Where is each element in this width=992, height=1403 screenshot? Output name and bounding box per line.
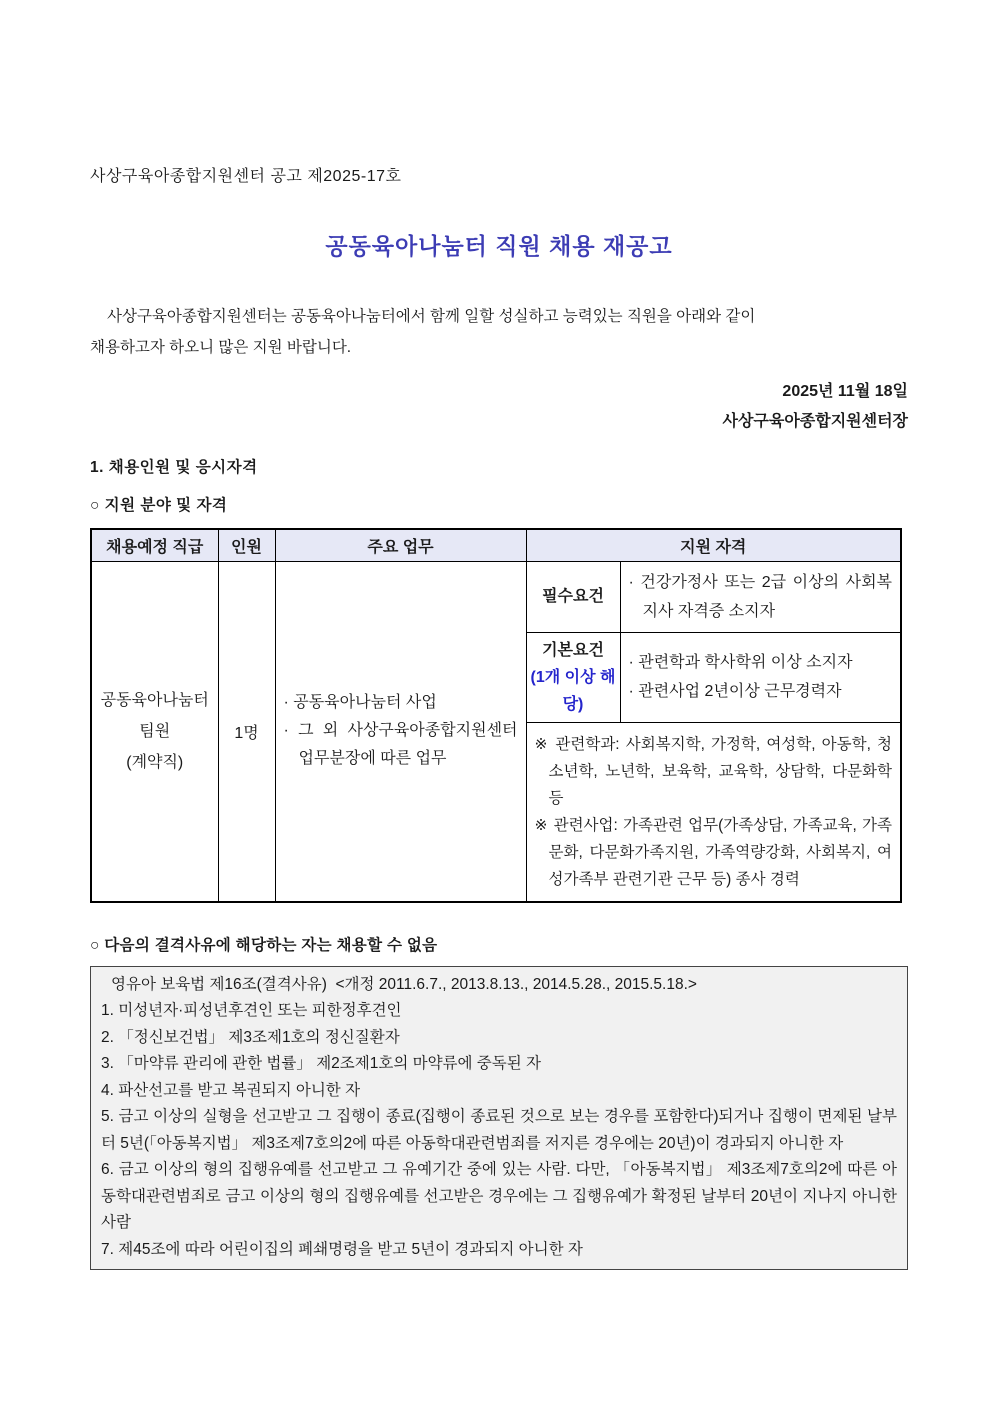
basic-label-text: 기본요건: [542, 641, 604, 659]
intro-paragraph: [90, 301, 908, 363]
th-duties: 주요 업무: [275, 529, 526, 561]
th-qualifications: 지원 자격: [526, 529, 901, 561]
label-required: 필수요건: [526, 561, 620, 632]
law-item: 1. 미성년자·피성년후견인 또는 피한정후견인: [101, 1002, 402, 1019]
label-basic: [526, 632, 620, 722]
issuer: 사상구육아종합지원센터장: [722, 413, 908, 430]
page-title: 공동육아나눔터 직원 채용 재공고: [325, 233, 673, 259]
basic-item: · 관련사업 2년이상 근무경력자: [628, 683, 842, 700]
intro-line: 채용하고자 하오니 많은 지원 바랍니다.: [90, 339, 352, 356]
law-item: 5. 금고 이상의 실형을 선고받고 그 집행이 종료(집행이 종료된 것으로 보는 경우를 포함한다)되거나 집행이 면제된 날부터 5년(「아동복지법」 제3조제7호의2에 따른 아동학대관련범죄를 저지른 경우에는 20년)이 경과되지 아니한 자: [101, 1108, 897, 1152]
duty-item: · 그 외 사상구육아종합지원센터 업무분장에 따른 업무: [283, 722, 518, 767]
subsection-heading-fields: ○ 지원 분야 및 자격: [90, 497, 228, 514]
law-item: 4. 파산선고를 받고 복권되지 아니한 자: [101, 1081, 361, 1099]
law-item: 6. 금고 이상의 형의 집행유예를 선고받고 그 유예기간 중에 있는 사람. 다만, 「아동복지법」 제3조제7호의2에 따른 아동학대관련범죄로 금고 이상의 형의 집행유예를 선고받은 경우에는 그 집행유예가 확정된 날부터 20년이 지나지 아니한 사람: [101, 1161, 897, 1231]
table-header-row: [91, 529, 901, 561]
duty-item: · 공동육아나눔터 사업: [283, 694, 437, 711]
basic-sublabel-text: (1개 이상 해당): [530, 668, 616, 713]
basic-item: · 관련학과 학사학위 이상 소지자: [628, 654, 853, 671]
qualification-note: ※ 관련학과: 사회복지학, 가정학, 여성학, 아동학, 청소년학, 노년학, 보육학, 교육학, 상담학, 다문화학 등: [534, 735, 892, 807]
section-heading-recruitment: 1. 채용인원 및 응시자격: [90, 459, 258, 476]
issue-date: 2025년 11월 18일: [782, 383, 908, 400]
th-headcount: 인원: [218, 529, 275, 561]
qualification-note: ※ 관련사업: 가족관련 업무(가족상담, 가족교육, 가족문화, 다문화가족지원, 가족역량강화, 사회복지, 여성가족부 관련기관 근무 등) 종사 경력: [534, 816, 892, 888]
cell-qualification-notes: [526, 722, 901, 902]
table-row-required: [91, 561, 901, 632]
cell-position: [91, 561, 218, 902]
recruitment-table: [90, 528, 902, 903]
required-item: · 건강가정사 또는 2급 이상의 사회복지사 자격증 소지자: [628, 573, 892, 620]
signoff-block: [90, 377, 908, 437]
doc-number: 사상구육아종합지원센터 공고 제2025-17호: [90, 168, 402, 185]
cell-required-items: [620, 561, 901, 632]
cell-headcount: 1명: [218, 561, 275, 902]
law-box-title: 영유아 보육법 제16조(결격사유) <개정 2011.6.7., 2013.8.13., 2014.5.28., 2015.5.18.>: [111, 975, 697, 993]
position-line: 공동육아나눔터: [100, 691, 209, 709]
cell-basic-items: [620, 632, 901, 722]
position-line: (계약직): [126, 753, 184, 771]
cell-duties: [275, 561, 526, 902]
subsection-heading-disqualification: ○ 다음의 결격사유에 해당하는 자는 채용할 수 없음: [90, 936, 438, 954]
law-item: 7. 제45조에 따라 어린이집의 폐쇄명령을 받고 5년이 경과되지 아니한 자: [101, 1240, 583, 1258]
th-position: 채용예정 직급: [91, 529, 218, 561]
intro-line: 사상구육아종합지원센터는 공동육아나눔터에서 함께 일할 성실하고 능력있는 직원을 아래와 같이: [107, 308, 756, 325]
law-box: [90, 966, 908, 1271]
position-line: 팀원: [139, 722, 171, 740]
law-item: 3. 「마약류 관리에 관한 법률」 제2조제1호의 마약류에 중독된 자: [101, 1055, 541, 1072]
law-item: 2. 「정신보건법」 제3조제1호의 정신질환자: [101, 1028, 400, 1046]
